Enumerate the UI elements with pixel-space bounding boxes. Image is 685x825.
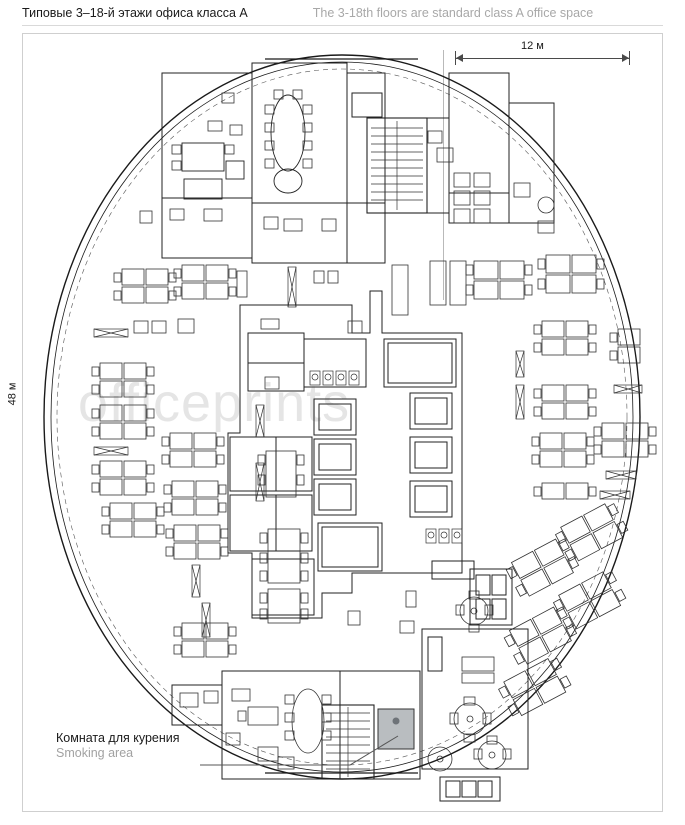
page-header: [0, 0, 685, 26]
smoking-room-marker: [393, 718, 400, 725]
dimension-height: [0, 380, 24, 440]
dimension-width-label: 12 м: [517, 40, 548, 52]
dimension-height-label: 48 м: [6, 382, 19, 406]
page-title-ru: Типовые 3–18-й этажи офиса класса А: [22, 6, 248, 20]
header-divider: [22, 25, 663, 26]
floor-plan-drawing: [22, 33, 663, 812]
smoking-area-label-ru: Комната для курения: [56, 731, 180, 745]
page-title-en: The 3-18th floors are standard class A office space: [312, 6, 594, 20]
smoking-area-label-en: Smoking area: [56, 746, 134, 760]
watermark: officeprints: [78, 373, 351, 433]
smoking-room-area: [378, 709, 414, 749]
smoking-area-callout: [56, 731, 266, 761]
